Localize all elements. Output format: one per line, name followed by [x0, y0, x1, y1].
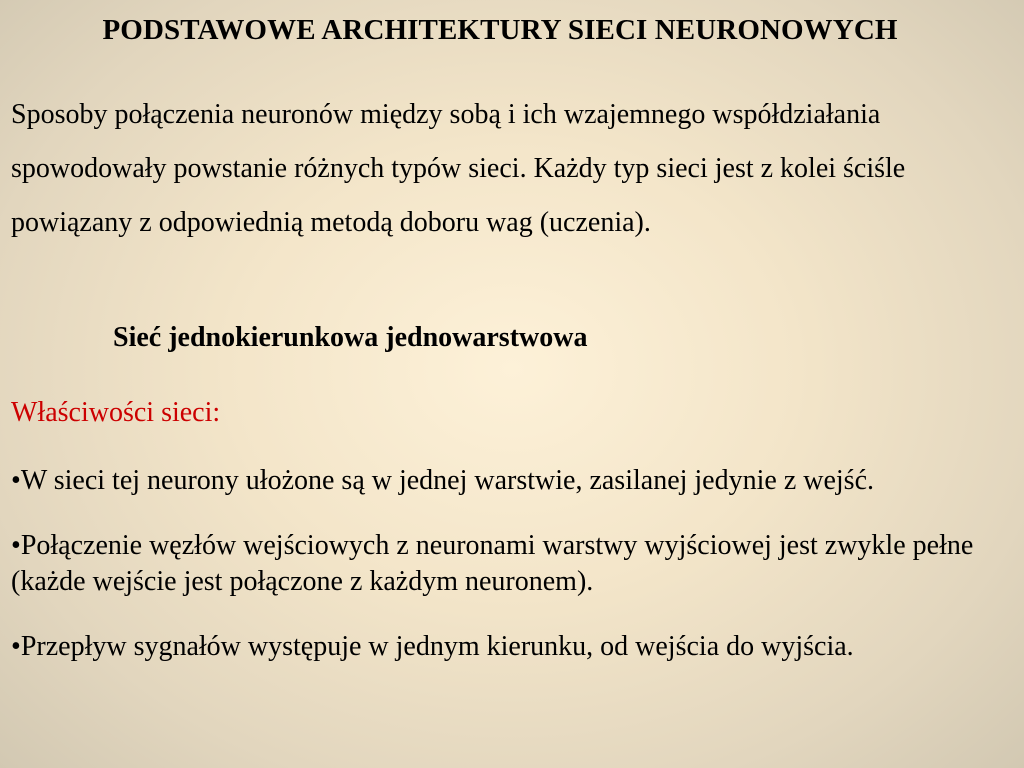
properties-label: Właściwości sieci:: [11, 397, 221, 428]
bullet-mark: •: [11, 530, 21, 561]
list-item: [11, 629, 1011, 665]
list-item-text: W sieci tej neurony ułożone są w jednej warstwie, zasilanej jedynie z wejść.: [20, 465, 874, 496]
bullet-mark: •: [11, 465, 21, 496]
section-subheading: Sieć jednokierunkowa jednowarstwowa: [113, 322, 588, 353]
list-item-text: Przepływ sygnałów występuje w jednym kierunku, od wejścia do wyjścia.: [20, 631, 854, 662]
list-item: [11, 528, 1011, 600]
properties-list: [11, 463, 1011, 694]
list-item: [11, 463, 1011, 499]
slide-title: PODSTAWOWE ARCHITEKTURY SIECI NEURONOWYCH: [102, 14, 898, 46]
list-item-text: Połączenie węzłów wejściowych z neuronami warstwy wyjściowej jest zwykle pełne (każde wejście jest połączone z każdym neuronem).: [11, 530, 974, 597]
intro-paragraph: Sposoby połączenia neuronów między sobą i ich wzajemnego współdziałania spowodowały powstanie różnych typów sieci. Każdy typ sieci jest z kolei ściśle powiązany z odpowiednią metodą doboru wag (uczenia).: [11, 99, 906, 238]
bullet-mark: •: [11, 631, 21, 662]
